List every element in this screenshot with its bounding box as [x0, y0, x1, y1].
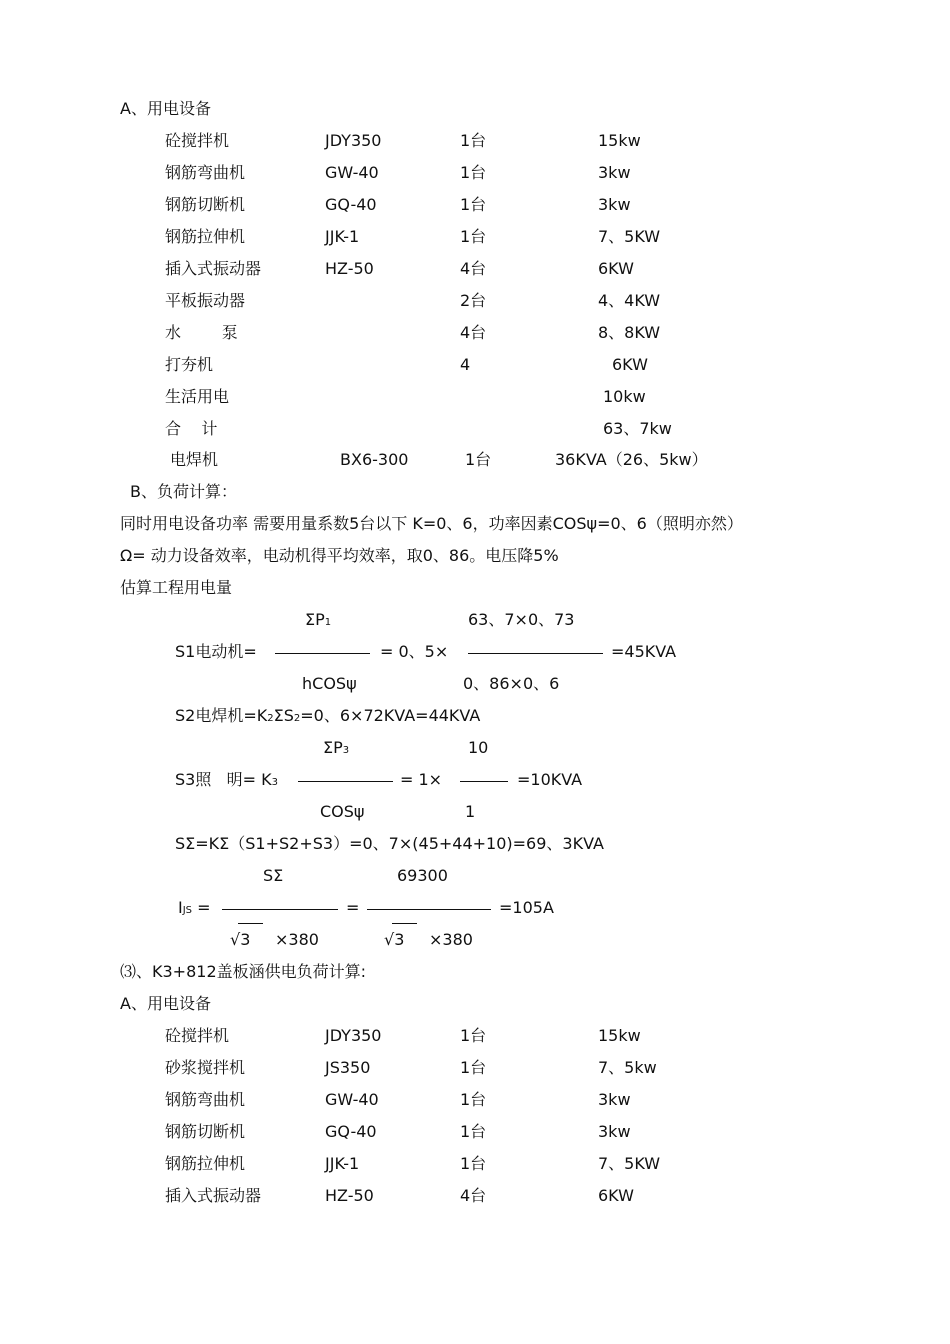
equipment-qty: 4台 [460, 1186, 487, 1205]
equipment-qty: 2台 [460, 291, 487, 310]
denominator-tail: ×380 [429, 930, 473, 949]
equipment-qty: 1台 [460, 195, 487, 214]
formula-ssum: SΣ=KΣ（S1+S2+S3）=0、7×(45+44+10)=69、3KVA [175, 834, 604, 853]
fraction-bar [468, 653, 603, 654]
welder-model: BX6-300 [340, 450, 409, 469]
equipment-model: JJK-1 [325, 227, 360, 246]
equipment-name: 钢筋拉伸机 [165, 1154, 246, 1173]
equipment-power: 7、5kw [598, 1058, 657, 1077]
numerator: ΣP3 [323, 738, 350, 757]
total-power: 63、7kw [603, 419, 672, 438]
section-3-heading: ⑶、K3+812盖板涵供电负荷计算: [120, 962, 367, 981]
equipment-qty: 4台 [460, 323, 487, 342]
total-label: 合 计 [165, 419, 218, 438]
denominator-tail: ×380 [275, 930, 319, 949]
equipment-power: 7、5KW [598, 227, 661, 246]
equipment-name: 水 泵 [165, 323, 238, 342]
equipment-power: 15kw [598, 131, 641, 150]
paragraph-line: 同时用电设备功率 需要用量系数5台以下 K=0、6，功率因素COSψ=0、6（照明亦然） [120, 514, 743, 533]
denominator: hCOSψ [302, 674, 357, 693]
paragraph-line: Ω= 动力设备效率，电动机得平均效率，取0、86。电压降5% [120, 546, 559, 565]
equipment-name: 生活用电 [165, 387, 230, 406]
section-a-heading: A、用电设备 [120, 99, 211, 118]
equipment-model: GQ-40 [325, 1122, 377, 1141]
equipment-qty: 1台 [460, 1026, 487, 1045]
welder-qty: 1台 [465, 450, 492, 469]
equipment-qty: 1台 [460, 1122, 487, 1141]
equipment-power: 3kw [598, 1090, 631, 1109]
equipment-model: HZ-50 [325, 259, 374, 278]
formula-label: S3照 明= K3 [175, 770, 278, 789]
denominator: COSψ [320, 802, 365, 821]
equipment-name: 砂浆搅拌机 [165, 1058, 246, 1077]
operator: = 0、5× [380, 642, 449, 661]
equipment-name: 钢筋弯曲机 [165, 163, 246, 182]
equipment-model: JJK-1 [325, 1154, 360, 1173]
numerator: 63、7×0、73 [468, 610, 575, 629]
fraction-bar [275, 653, 370, 654]
equipment-qty: 1台 [460, 163, 487, 182]
sqrt-bar [392, 923, 417, 924]
equipment-name: 砼搅拌机 [165, 131, 230, 150]
equipment-model: JDY350 [325, 131, 382, 150]
equipment-qty: 1台 [460, 131, 487, 150]
equipment-qty: 4台 [460, 259, 487, 278]
equipment-power: 6KW [598, 1186, 634, 1205]
numerator: 69300 [397, 866, 448, 885]
fraction-bar [298, 781, 393, 782]
result: =45KVA [611, 642, 677, 661]
equipment-name: 插入式振动器 [165, 259, 262, 278]
equipment-model: HZ-50 [325, 1186, 374, 1205]
formula-s2: S2电焊机=K2ΣS2=0、6×72KVA=44KVA [175, 706, 481, 725]
welder-name: 电焊机 [170, 450, 219, 469]
equipment-model: JS350 [325, 1058, 371, 1077]
denominator: 1 [465, 802, 476, 821]
equipment-power: 6KW [612, 355, 648, 374]
equipment-name: 砼搅拌机 [165, 1026, 230, 1045]
fraction-bar [367, 909, 491, 910]
equipment-model: GQ-40 [325, 195, 377, 214]
equipment-name: 打夯机 [165, 355, 214, 374]
section-3-subheading: A、用电设备 [120, 994, 211, 1013]
equipment-name: 钢筋弯曲机 [165, 1090, 246, 1109]
numerator: SΣ [263, 866, 284, 885]
formula-label: S1电动机= [175, 642, 257, 661]
welder-power: 36KVA（26、5kw） [555, 450, 708, 469]
denominator-sqrt: √3 [230, 930, 251, 949]
equipment-power: 7、5KW [598, 1154, 661, 1173]
equipment-power: 15kw [598, 1026, 641, 1045]
equipment-name: 钢筋切断机 [165, 195, 246, 214]
result: =105A [499, 898, 554, 917]
equipment-model: JDY350 [325, 1026, 382, 1045]
equipment-qty: 1台 [460, 1058, 487, 1077]
sqrt-bar [238, 923, 263, 924]
denominator-sqrt: √3 [384, 930, 405, 949]
numerator: 10 [468, 738, 489, 757]
equipment-name: 钢筋切断机 [165, 1122, 246, 1141]
equipment-power: 3kw [598, 1122, 631, 1141]
equipment-qty: 4 [460, 355, 471, 374]
equipment-name: 钢筋拉伸机 [165, 227, 246, 246]
equipment-qty: 1台 [460, 1090, 487, 1109]
fraction-bar [222, 909, 338, 910]
formula-label: IJS = [178, 898, 211, 917]
equipment-power: 3kw [598, 163, 631, 182]
equipment-qty: 1台 [460, 227, 487, 246]
numerator: ΣP1 [305, 610, 332, 629]
equipment-power: 10kw [603, 387, 646, 406]
operator: = 1× [400, 770, 443, 789]
operator: = [346, 898, 360, 917]
equipment-name: 平板振动器 [165, 291, 246, 310]
equipment-name: 插入式振动器 [165, 1186, 262, 1205]
denominator: 0、86×0、6 [463, 674, 560, 693]
fraction-bar [460, 781, 508, 782]
equipment-power: 4、4KW [598, 291, 661, 310]
equipment-power: 3kw [598, 195, 631, 214]
equipment-model: GW-40 [325, 163, 379, 182]
section-b-heading: B、负荷计算： [130, 482, 237, 501]
result: =10KVA [517, 770, 583, 789]
equipment-power: 8、8KW [598, 323, 661, 342]
equipment-model: GW-40 [325, 1090, 379, 1109]
paragraph-line: 估算工程用电量 [120, 578, 233, 597]
equipment-qty: 1台 [460, 1154, 487, 1173]
equipment-power: 6KW [598, 259, 634, 278]
